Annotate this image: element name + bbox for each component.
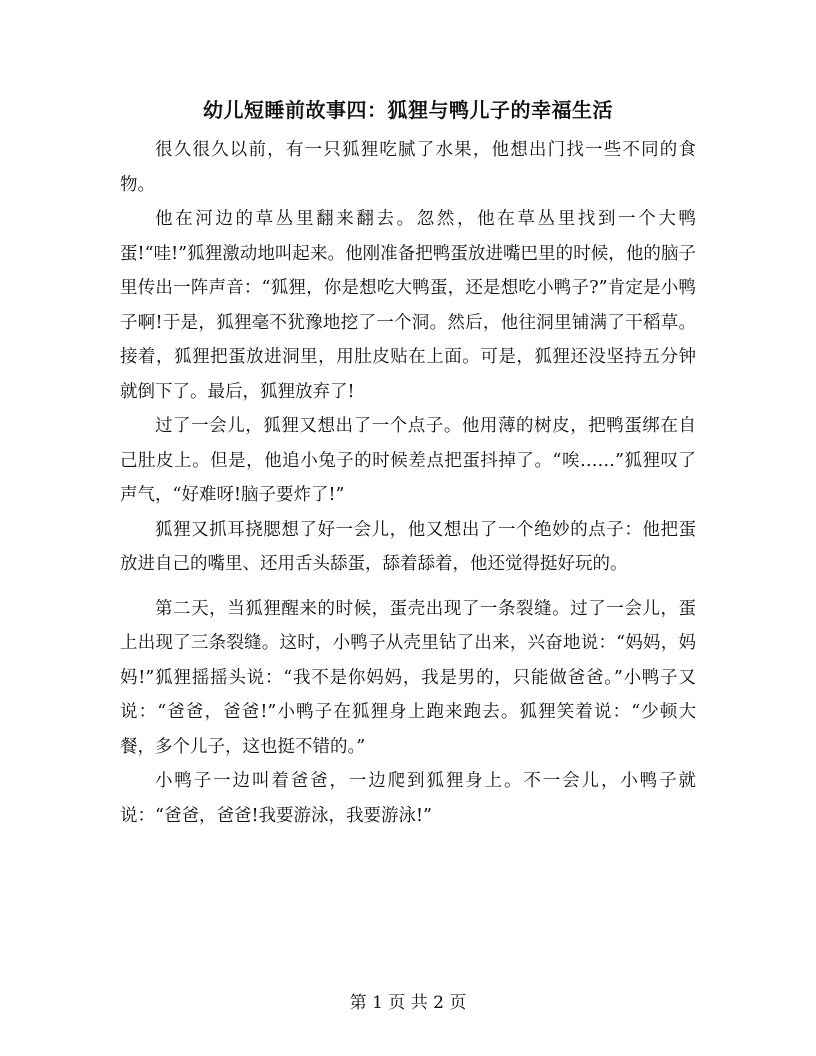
- page-number-footer: 第 1 页 共 2 页: [349, 993, 467, 1013]
- paragraph-5: 第二天，当狐狸醒来的时候，蛋壳出现了一条裂缝。过了一会儿，蛋上出现了三条裂缝。这时，小鸭子从壳里钻了出来，兴奋地说：“妈妈，妈妈!”狐狸摇摇头说：“我不是你妈妈，我是男的，只能做爸爸。”小鸭子又说：“爸爸，爸爸!”小鸭子在狐狸身上跑来跑去。狐狸笑着说：“少顿大餐，多个儿子，这也挺不错的。”: [120, 598, 696, 757]
- story-body: [120, 133, 696, 833]
- paragraph-6: 小鸭子一边叫着爸爸，一边爬到狐狸身上。不一会儿，小鸭子就说：“爸爸，爸爸!我要游泳，我要游泳!”: [120, 771, 696, 826]
- paragraph-4: 狐狸又抓耳挠腮想了好一会儿，他又想出了一个绝妙的点子：他把蛋放进自己的嘴里、还用舌头舔蛋，舔着舔着，他还觉得挺好玩的。: [120, 519, 696, 574]
- paragraph-3: 过了一会儿，狐狸又想出了一个点子。他用薄的树皮，把鸭蛋绑在自己肚皮上。但是，他追小兔子的时候差点把蛋抖掉了。“唉……”狐狸叹了声气，“好难呀!脑子要炸了!”: [120, 416, 696, 505]
- paragraph-1: 很久很久以前，有一只狐狸吃腻了水果，他想出门找一些不同的食物。: [120, 140, 696, 195]
- story-title: 幼儿短睡前故事四：狐狸与鸭儿子的幸福生活: [203, 98, 613, 122]
- paragraph-2: 他在河边的草丛里翻来翻去。忽然，他在草丛里找到一个大鸭蛋!“哇!”狐狸激动地叫起来。他刚准备把鸭蛋放进嘴巴里的时候，他的脑子里传出一阵声音：“狐狸，你是想吃大鸭蛋，还是想吃小鸭子?”肯定是小鸭子啊!于是，狐狸毫不犹豫地挖了一个洞。然后，他往洞里铺满了干稻草。接着，狐狸把蛋放进洞里，用肚皮贴在上面。可是，狐狸还没坚持五分钟就倒下了。最后，狐狸放弃了!: [120, 209, 696, 402]
